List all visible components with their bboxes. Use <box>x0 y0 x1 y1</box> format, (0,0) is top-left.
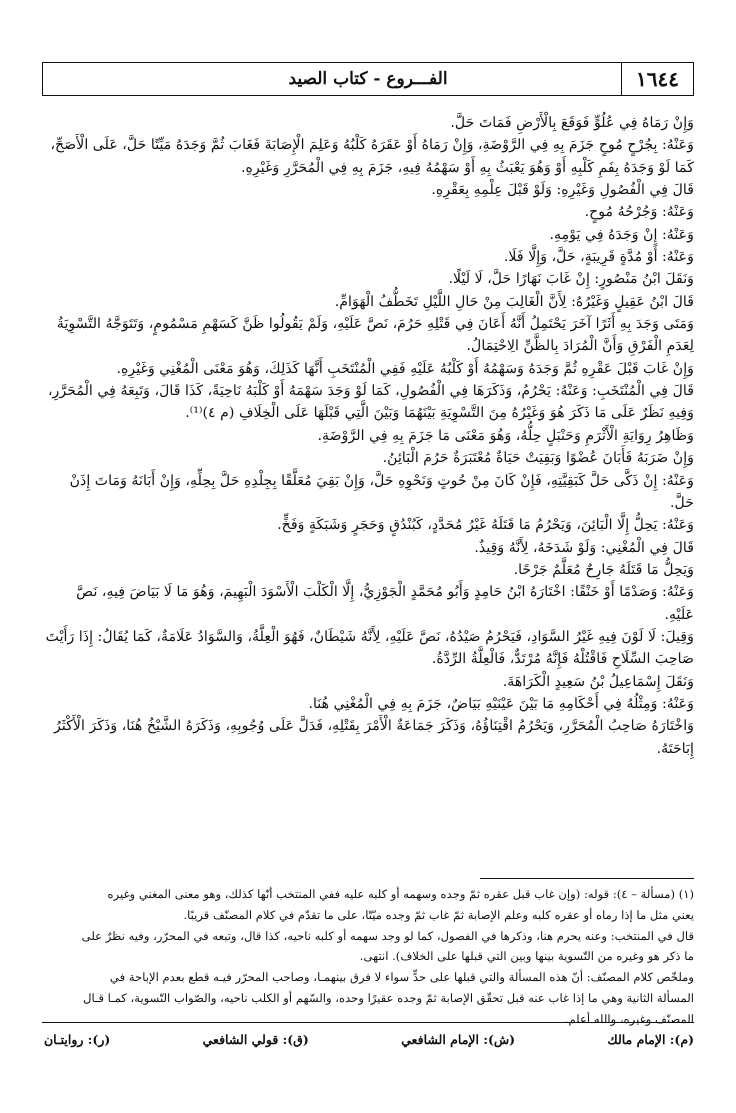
footnote-line: المصنّف وغيره، والله أعلم. <box>564 1011 694 1026</box>
text-line: وَعَنْهُ: إِنْ وَجَدَهُ فِي يَوْمِهِ. <box>549 226 694 243</box>
running-title: الفـــروع - كتاب الصيد <box>288 69 448 89</box>
text-line: وَقِيلَ: لَا لَوْنَ فِيهِ غَيْرُ السَّوَادِ، فَيَحْرُمُ صَيْدُهُ، نَصَّ عَلَيْهِ، لِأَنَّهُ شَيْطَانٌ، فَهُوَ الْعِلَّةُ، وَالسَّوَادُ عَلَامَةٌ، كَمَا يُقَالُ: إِذَا رَأَيْتَ <box>45 628 694 645</box>
text-line: قَالَ فِي الْفُصُولِ وَغَيْرِهِ: وَلَوْ قَبْلَ عِلْمِهِ بِعَقْرِهِ. <box>431 182 694 199</box>
text-line: حَلَّ. <box>669 494 694 511</box>
legend-item: (ر): روايتـان <box>44 1031 111 1047</box>
legend-item: (ش): الإمام الشافعي <box>401 1031 516 1047</box>
page-header <box>42 62 694 96</box>
text-line: وَإِنْ غَابَ قَبْلَ عَقْرِهِ ثُمَّ وَجَدَهُ وَسَهْمُهُ أَوْ كَلْبُهُ عَلَيْهِ فَفِي الْمُنْتَخَبِ أَنَّهَا كَذَلِكَ، وَهُوَ مَعْنَى الْمُغْنِي وَغَيْرِهِ. <box>116 360 694 377</box>
text-line: وَنَقَلَ ابْنُ مَنْصُورٍ: إِنْ غَابَ نَهَارًا حَلَّ، لَا لَيْلًا. <box>448 271 694 288</box>
text-line: وَعَنْهُ: وَمِثْلُهُ فِي أَحْكَامِهِ مَا بَيْنَ عَيْنَيْهِ بَيَاضٌ، جَزَمَ بِهِ فِي الْمُغْنِي هُنَا. <box>308 695 694 712</box>
text-line: وَإِنْ رَمَاهُ فِي عُلُوٍّ فَوَقَعَ بِالْأَرْضِ فَمَاتَ حَلَّ. <box>450 115 694 131</box>
footnote-separator <box>480 878 694 879</box>
abbreviation-legend <box>44 1027 694 1051</box>
text-line: قَالَ فِي الْمُنْتَخَبِ: وَعَنْهُ: يَحْرُمُ، وَذَكَرَهَا فِي الْفُصُولِ، كَمَا لَوْ وَجَدَ سَهْمَهُ أَوْ كَلْبَهُ نَاحِيَةً، كَذَا قَالَ، وَتَبِعَهُ فِي الْمُحَرَّرِ، <box>47 383 694 400</box>
text-line: وَعَنْهُ: إِنْ ذَكَّى حَلَّ كَبَقِيَّتِهِ، فَإِنْ كَانَ مِنْ حُوتٍ وَنَحْوِهِ حَلَّ، وَإِنْ بَقِيَ مُعَلَّقًا بِجِلْدِهِ حَلَّ بِحِلِّهِ، وَإِنْ أَبَانَهُ وَمَاتَ إِذَنْ <box>69 472 694 489</box>
text-line: وَعَنْهُ: وَجُرْحُهُ مُوحٍ. <box>584 204 694 221</box>
legend-item: (ق): قولي الشافعي <box>202 1031 309 1047</box>
text-line: وَمَتَى وَجَدَ بِهِ أَثَرًا آخَرَ يَحْتَمِلُ أَنَّهُ أَعَانَ فِي قَتْلِهِ حَرُمَ، نَصَّ عَلَيْهِ، وَلَمْ يَقُولُوا ظَنَّ كَسَهْمِ مَسْمُومٍ، وَتَتَوَجَّهُ التَّسْوِيَةُ <box>56 316 694 333</box>
main-text <box>44 112 694 760</box>
footnote-line: قال في المنتخب: وعنه يحرم هنا، وذكرها في الفصول، كما لو وجد سهمه أو كلبه ناحيه، كذا قال، وتبعه في المحرّر، وفيه نظرٌ على <box>81 928 694 943</box>
legend-item: (م): الإمام مالك <box>607 1031 694 1047</box>
text-line: وَعَنْهُ: أَوْ مُدَّةٍ قَرِيبَةٍ، حَلَّ، وَإِلَّا فَلَا. <box>503 249 694 266</box>
text-line: صَاحِبَ السِّلَاحِ فَاقْتُلْهُ فَإِنَّهُ مُرْتَدٌّ، فَالْعِلَّةُ الرِّدَّةُ. <box>431 651 694 668</box>
text-line: وَعَنْهُ: وَصَدْمًا أَوْ خَنْقًا: اخْتَارَهُ ابْنُ حَامِدٍ وَأَبُو مُحَمَّدٍ الْجَوْزِيُّ، إِلَّا الْكَلْبَ الْأَسْوَدَ الْبَهِيمَ، وَهُوَ مَا لَا بَيَاضَ فِيهِ، نَصَّ <box>76 584 694 601</box>
text-line: قَالَ ابْنُ عَقِيلٍ وَغَيْرُهُ: لِأَنَّ الْغَالِبَ مِنْ حَالِ اللَّيْلِ تَخَطُّفُ الْهَوَامِّ. <box>334 293 694 310</box>
text-line: وَإِنْ ضَرَبَهُ فَأَبَانَ عُضْوًا وَبَقِيَتْ حَيَاةٌ مُعْتَبَرَةٌ حَرُمَ الْبَائِنُ. <box>382 450 694 467</box>
text-line: وَنَقَلَ إِسْمَاعِيلُ بْنُ سَعِيدٍ الْكَرَاهَةَ. <box>502 673 694 690</box>
text-line: قَالَ فِي الْمُغْنِي: وَلَوْ شَدَخَهُ، لِأَنَّهُ وَقِيذٌ. <box>474 539 694 556</box>
text-line: وَاخْتَارَهُ صَاحِبُ الْمُحَرَّرِ، وَيَحْرُمُ اقْتِنَاؤُهُ، وَذَكَرَ جَمَاعَةٌ الْأَمْرَ بِقَتْلِهِ، فَدَلَّ عَلَى وُجُوبِهِ، وَذَكَرَهُ الشَّيْخُ هُنَا، وَذَكَرَ الْأَكْثَرُ <box>54 718 694 735</box>
footnote-line: ما ذكر هو وغيره من التّسوية بينها وبين التي قبلها على الخلاف). انتهى. <box>359 949 694 964</box>
footnote-line: (١) (مسألة – ٤): قوله: (وإن غاب قبل عقره ثمّ وجده وسهمه أو كلبه عليه ففي المنتخب أنّها كذلك، وهو معنى المغني وغيره <box>107 887 694 901</box>
footnotes <box>44 884 694 1030</box>
text-line: وَفِيهِ نَظَرٌ عَلَى مَا ذَكَرَ هُوَ وَغَيْرُهُ مِنَ التَّسْوِيَةِ بَيْنَهُمَا وَبَيْنَ الَّتِي قَبْلَهَا عَلَى الْخِلَافِ (م ٤)⁽¹⁾. <box>185 405 694 422</box>
text-line: وَعَنْهُ: بِجُرْحٍ مُوحٍ جَزَمَ بِهِ فِي الرَّوْضَةِ، وَإِنْ رَمَاهُ أَوْ عَقَرَهُ كَلْبُهُ وَعَلِمَ الْإِصَابَةَ فَغَابَ ثُمَّ وَجَدَهُ مَيِّتًا حَلَّ، عَلَى الْأَصَحِّ، <box>50 137 694 154</box>
text-line: كَمَا لَوْ وَجَدَهُ بِفَمِ كَلْبِهِ أَوْ وَهُوَ يَعْبَثُ بِهِ أَوْ سَهْمُهُ فِيهِ، جَزَمَ بِهِ فِي الْمُحَرَّرِ وَغَيْرِهِ. <box>241 159 694 176</box>
footnote-line: المسألة الثانية وهي ما إذا غاب عنه قبل تحقّق الإصابة ثمّ وجده عقيرًا وحده، والسّهم أو الكلب ناحيه، والصّواب التّسوية، كمـا قـال <box>83 990 694 1005</box>
text-line: وَظَاهِرُ رِوَايَةِ الْأَثْرَمِ وَحَنْبَلٍ حِلُّهُ، وَهُوَ مَعْنَى مَا جَزَمَ بِهِ فِي الرَّوْضَةِ. <box>317 427 694 444</box>
page-number: ١٦٤٤ <box>621 63 693 95</box>
footnote-line: وملخّص كلام المصنّف: أنّ هذه المسألة والتي قبلها على حدٍّ سواء لا فرق بينهمـا، وصاحب المحرّر فيـه قطع بعدم الإباحة في <box>109 970 694 985</box>
text-line: وَيَحِلُّ مَا قَتَلَهُ جَارِحٌ مُعَلَّمٌ جَرْحًا. <box>513 561 694 578</box>
text-line: وَعَنْهُ: يَحِلُّ إِلَّا الْبَائِنَ، وَيَحْرُمُ مَا قَتَلَهُ غَيْرُ مُحَدَّدٍ، كَبُنْدُقٍ وَحَجَرٍ وَشَبَكَةٍ وَفَخٍّ. <box>277 517 694 534</box>
footnote-line: يعني مثل ما إذا رماه أو عقره كلبه وعلم الإصابة ثمّ غاب ثمّ وجده ميّتًا، على ما تقدّم في كلام المصنّف قريبًا. <box>183 907 694 922</box>
text-line: إِبَاحَتَهُ. <box>656 740 694 757</box>
text-line: عَلَيْهِ. <box>664 606 694 623</box>
legend-separator <box>42 1022 694 1023</box>
text-line: لِعَدَمِ الْفَرْقِ وَأَنَّ الْمُرَادَ بِالظَّنِّ الِاحْتِمَالُ. <box>466 338 694 355</box>
